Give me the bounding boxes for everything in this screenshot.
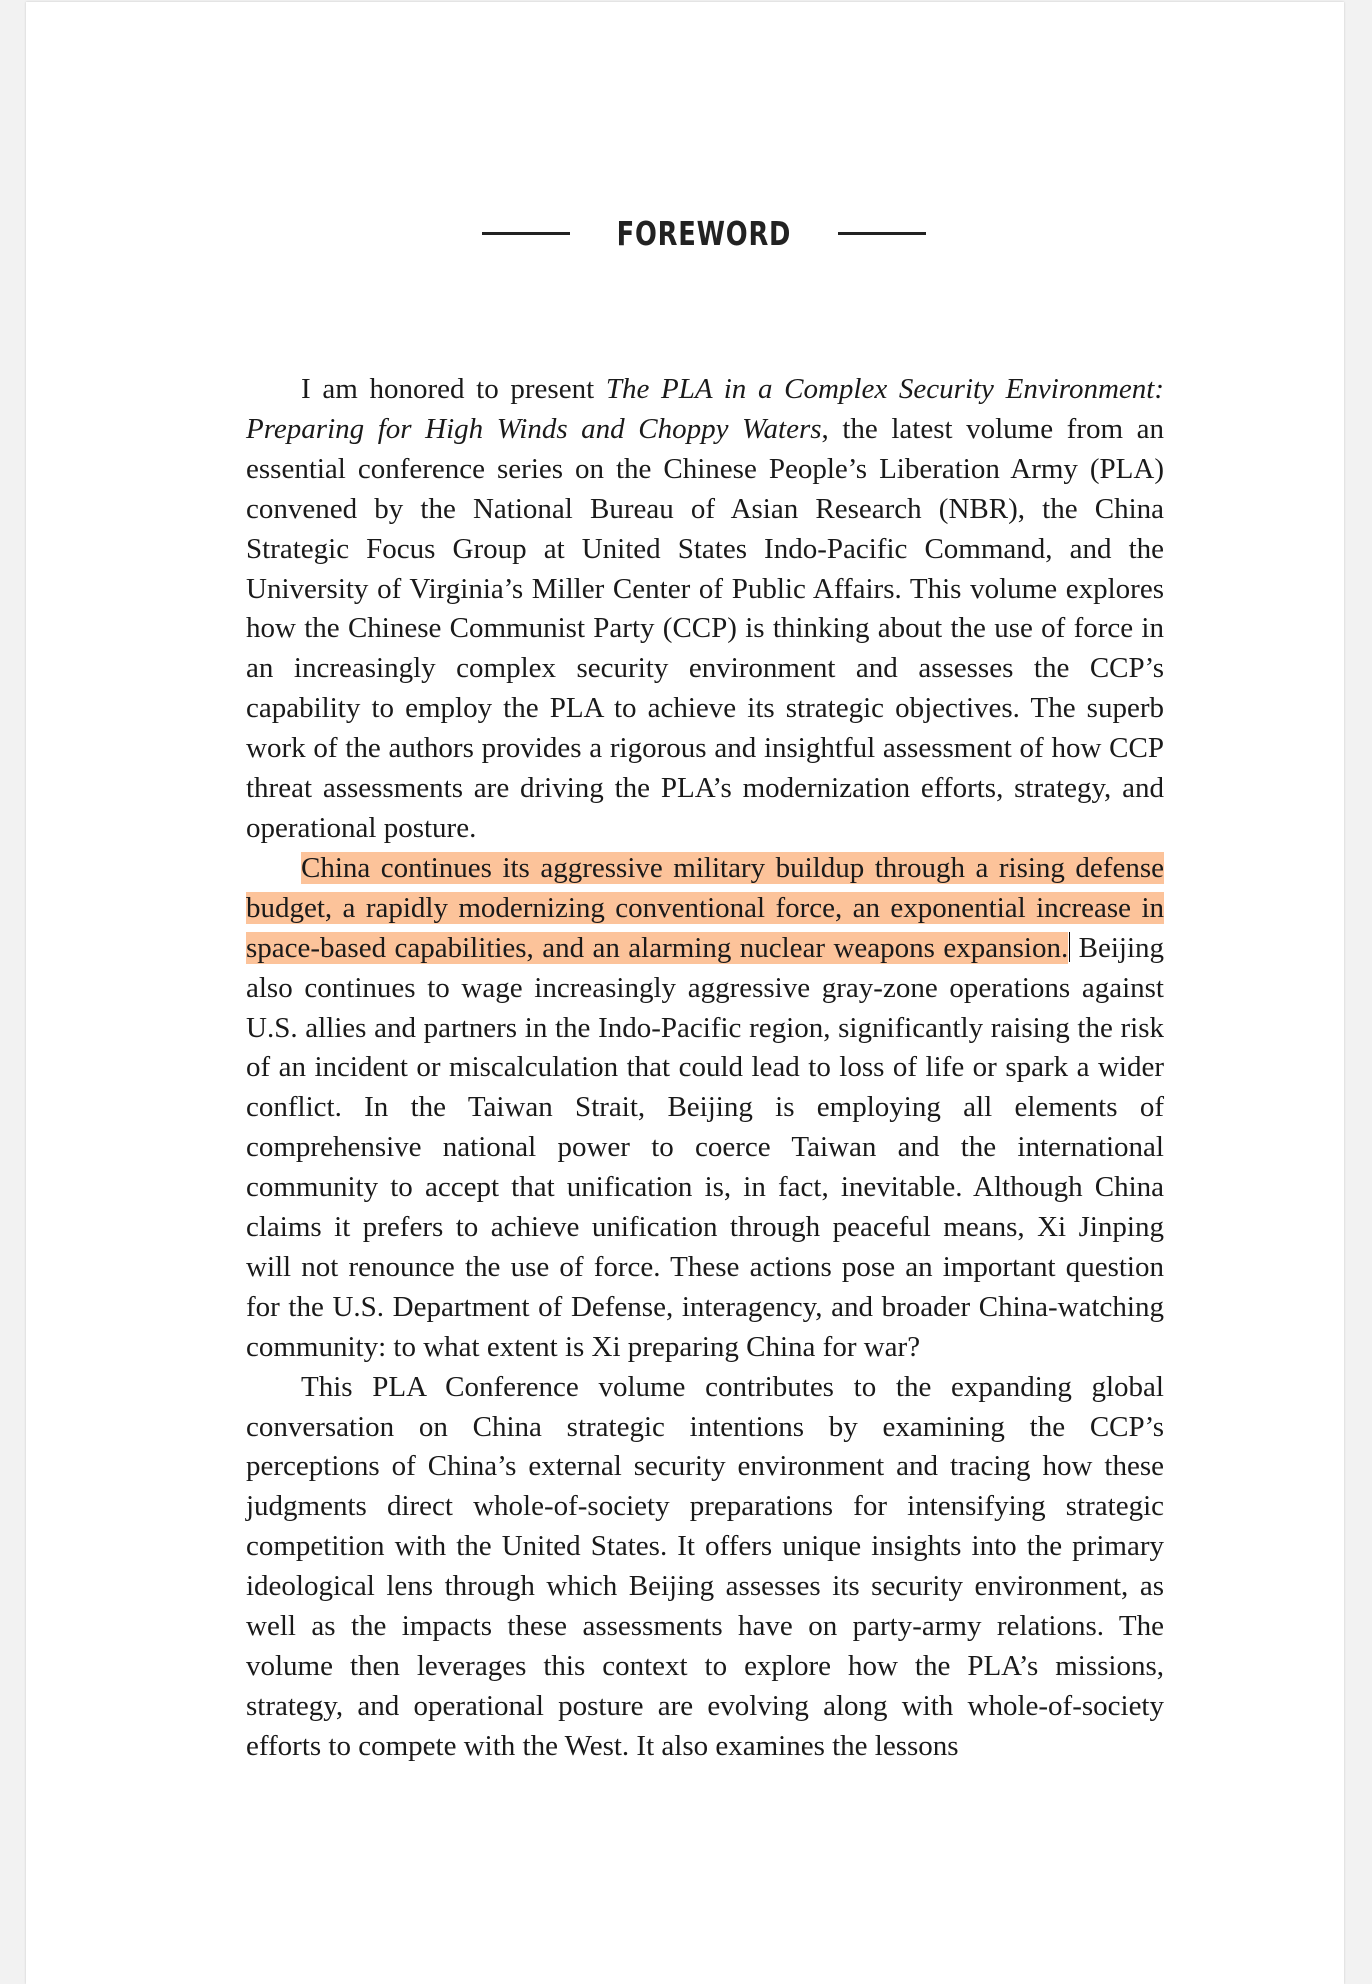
foreword-heading	[0, 214, 1372, 253]
body-text[interactable]	[246, 370, 1164, 1767]
paragraph-2-segment: Beijing also continues to wage increasingly aggressive gray-zone operations against U.S. allies and partners in the Indo-Pacific region, significantly raising the risk of an incident or miscalculation that could lead to loss of life or spark a wider conflict. In the Taiwan Strait, Beijing is employing all elements of comprehensive national power to coerce Taiwan and the international community to accept that unification is, in fact, inevitable. Although China claims it prefers to achieve unification through peaceful means, Xi Jinping will not renounce the use of force. These actions pose an important question for the U.S. Department of Defense, interagency, and broader China-watching community: to what extent is Xi preparing China for war?	[246, 931, 1164, 1363]
heading-rule-right	[838, 232, 926, 235]
paragraph-1-segment: , the latest volume from an essential conference series on the Chinese People’s Liberation Army (PLA) convened by the National Bureau of Asian Research (NBR), the China Strategic Focus Group at United States Indo-Pacific Command, and the University of Virginia’s Miller Center of Public Affairs. This volume explores how the Chinese Communist Party (CCP) is thinking about the use of force in an increasingly complex security environment and assesses the CCP’s capability to employ the PLA to achieve its strategic objectives. The superb work of the authors provides a rigorous and insightful assessment of how CCP threat assessments are driving the PLA’s modernization efforts, strategy, and operational posture.	[246, 412, 1165, 844]
paragraph-2[interactable]	[246, 849, 1164, 1368]
paragraph-3[interactable]	[246, 1368, 1164, 1767]
heading-rule-left	[482, 232, 570, 235]
heading-title: FOREWORD	[616, 214, 792, 253]
paragraph-1[interactable]	[246, 370, 1164, 849]
book-title-italic: The PLA in a Complex Security Environment: Preparing for High Winds and Choppy Waters	[246, 373, 1164, 445]
paragraph-3-segment: This PLA Conference volume contributes to the expanding global conversation on China strategic intentions by examining the CCP’s perceptions of China’s external security environment and tracing how these judgments direct whole-of-society preparations for intensifying strategic competition with the United States. It offers unique insights into the primary ideological lens through which Beijing assesses its security environment, as well as the impacts these assessments have on party-army relations. The volume then leverages this context to explore how the PLA’s missions, strategy, and operational posture are evolving along with whole-of-society efforts to compete with the West. It also examines the lessons	[246, 1370, 1164, 1762]
paragraph-1-segment: I am honored to present	[301, 373, 606, 405]
highlighted-text-selection[interactable]: China continues its aggressive military buildup through a rising defense budget, a rapidly modernizing conventional force, an exponential increase in space-based capabilities, and an alarming nuclear weapons expansion.	[246, 851, 1164, 964]
